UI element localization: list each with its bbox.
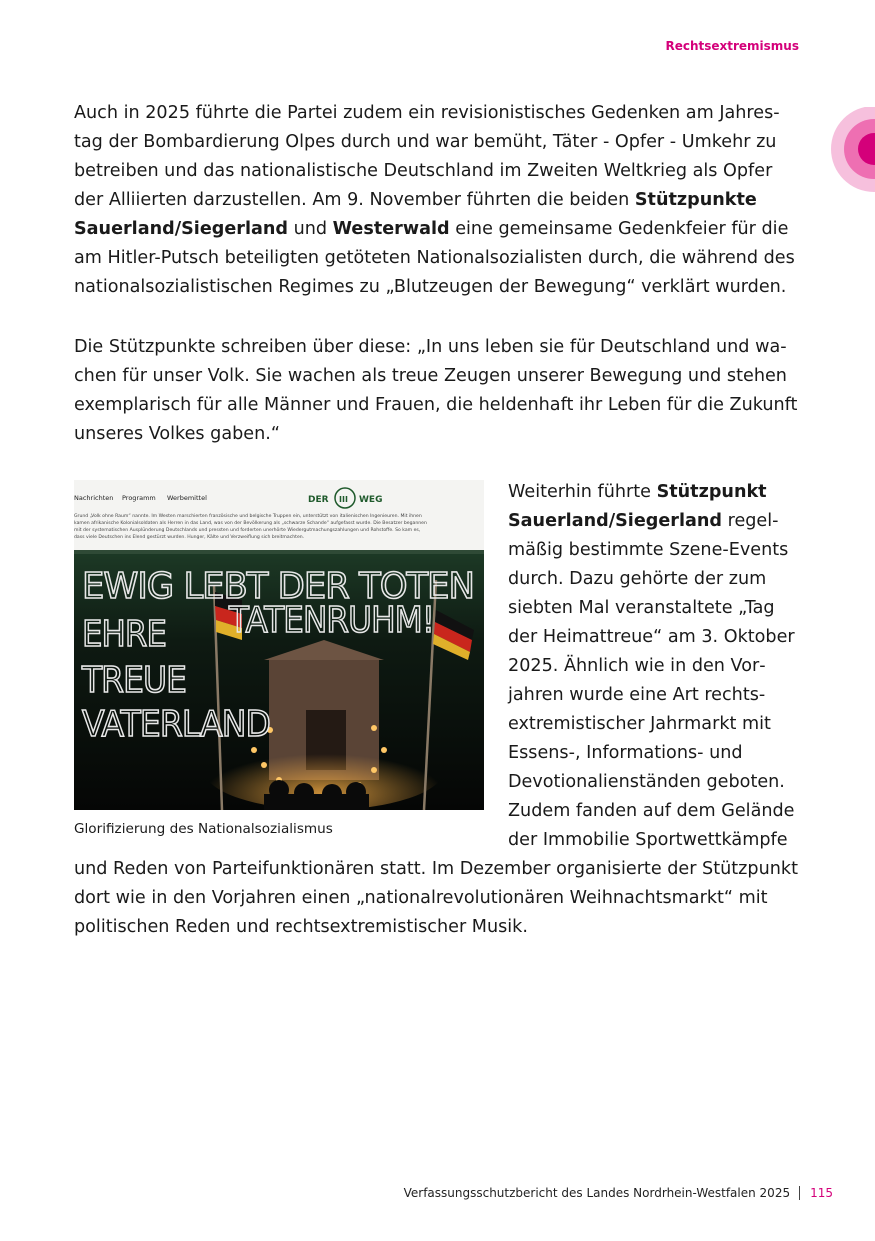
paragraph-1 [74, 99, 799, 302]
figure [74, 480, 484, 838]
nav-item: Werbemittel [167, 494, 207, 502]
svg-text:TREUE: TREUE [81, 660, 186, 701]
svg-text:kamen afrikanische Kolonialsol: kamen afrikanische Kolonialsoldaten als Herren in das Land, was von der Bevölkerung als „schwarze Schande“ aufgefasst wurde. Die Besatzer begannen [74, 521, 427, 526]
paragraph-2 [74, 333, 799, 449]
svg-text:WEG: WEG [359, 495, 383, 505]
svg-text:EWIG LEBT DER TOTEN: EWIG LEBT DER TOTEN [82, 566, 474, 607]
svg-text:dass viele Deutschen ins Elend: dass viele Deutschen ins Elend gestürzt wurden. Hunger, Kälte und Verzweiflung sich breitmachten. [74, 535, 305, 540]
text-run: Die Stützpunkte schreiben über diese: „In uns leben sie für Deutschland und wachen für unser Volk. Sie wachen als treue Zeugen unserer Bewegung und stehen exemplarisch für alle Männer und Frauen, die heldenhaft ihr Leben für die Zukunft unseres Volkes gaben.“ [74, 337, 798, 444]
footer-title: Verfassungsschutzbericht des Landes Nordrhein-Westfalen 2025 [403, 1186, 791, 1200]
svg-text:Grund „Volk ohne Raum“ nannte.: Grund „Volk ohne Raum“ nannte. Im Westen marschierten französische und belgische Truppen ein, unterstützt von italienischen Ingenieuren. Mit ihnen [74, 514, 422, 519]
svg-text:DER: DER [308, 495, 329, 505]
svg-text:mit der systematischen Ausplün: mit der systematischen Ausplünderung Deutschlands und pressten und forderten unerhörte Wiedergutmachungszahlungen und Rohstoffe. So kam es, [74, 528, 421, 533]
page-number: 115 [810, 1186, 833, 1200]
svg-text:VATERLAND: VATERLAND [82, 704, 270, 745]
paragraph-3-with-figure [74, 478, 799, 942]
decorative-circles [830, 107, 875, 193]
svg-text:III: III [339, 495, 348, 504]
footer-separator [799, 1186, 800, 1200]
bold-text-run: Stützpunkt Sauerland/Siegerland [508, 482, 767, 531]
website-screenshot-image [74, 480, 484, 810]
nav-item: Nachrichten [74, 494, 114, 502]
page-footer [404, 1186, 833, 1200]
text-run: eine gemeinsame Gedenkfeier für die am Hitler-Putsch beteiligten getöteten Nationalsozialisten durch, die während des nationalsozialistischen Regimes zu „Blutzeugen der Bewegung“ verklärt wurden. [74, 219, 795, 297]
text-run: Auch in 2025 führte die Partei zudem ein revisionistisches Gedenken am Jahrestag der Bombardierung Olpes durch und war bemüht, Täter - Opfer - Umkehr zu betreiben und das nationalistische Deutschland im Zweiten Weltkrieg als Opfer der Alliierten darzustellen. Am 9. November führten die beiden [74, 103, 780, 210]
bold-text-run: Westerwald [332, 219, 450, 239]
section-label: Rechtsextremismus [665, 39, 799, 53]
figure-caption: Glorifizierung des Nationalsozialismus [74, 821, 333, 837]
text-run: und [288, 219, 333, 239]
nav-item: Programm [122, 494, 156, 502]
svg-text:EHRE: EHRE [82, 614, 166, 655]
text-run: regelmäßig bestimmte Szene-Events durch. Dazu gehörte der zum siebten Mal veranstaltete „Tag der Heimattreue“ am 3. Oktober 2025. Ähnlich wie in den Vorjahren wurde eine Art rechtsextremistischer Jahrmarkt mit Essens-, Informations- und Devotionalienständen geboten. Zudem fanden auf dem Gelände der Immobilie Sportwettkämpfe und Reden von Parteifunktionären statt. Im Dezember organisierte der Stützpunkt dort wie in den Vorjahren einen „nationalrevolutionären Weihnachtsmarkt“ mit politischen Reden und rechtsextremistischer Musik. [74, 511, 798, 937]
svg-text:TATENRUHM!: TATENRUHM! [228, 600, 434, 641]
bold-text-run: Stützpunkte Sauerland/Siegerland [74, 190, 757, 239]
text-run: Weiterhin führte [508, 482, 657, 502]
